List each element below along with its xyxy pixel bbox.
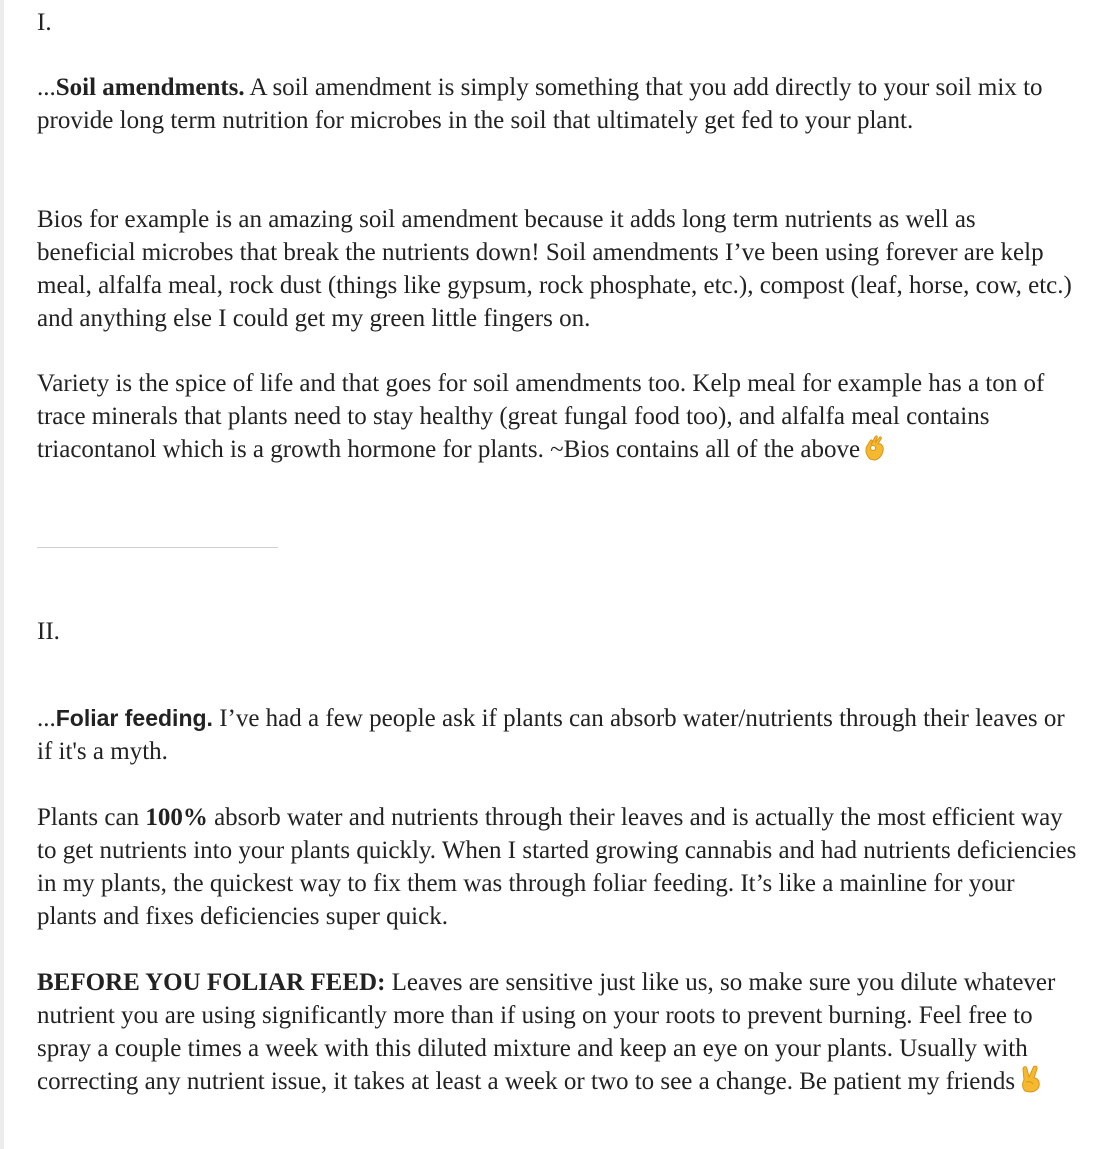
ok-hand-icon <box>864 433 886 470</box>
variety-text: Variety is the spice of life and that goes for soil amendments too. Kelp meal for example has a ton of trace minerals that plants need to stay healthy (great fungal food too), and alfalfa meal contains triacontanol which is a growth hormone for plants. ~Bios contains all of the above <box>37 370 1045 463</box>
foliar-feeding-paragraph <box>37 702 1077 768</box>
left-border <box>0 0 4 1149</box>
victory-hand-icon <box>1019 1065 1043 1102</box>
section-divider <box>37 547 278 548</box>
before-foliar-text: Leaves are sensitive just like us, so make sure you dilute whatever nutrient you are using significantly more than if using on your roots to prevent burning. Feel free to spray a couple times a week with this diluted mixture and keep an eye on your plants. Usually with correcting any nutrient issue, it takes at least a week or two to see a change. Be patient my friends <box>37 969 1056 1095</box>
variety-paragraph <box>37 367 1077 470</box>
ellipsis: ... <box>37 705 56 732</box>
section-1-numeral: I. <box>37 9 52 36</box>
bios-paragraph: Bios for example is an amazing soil amendment because it adds long term nutrients as well as beneficial microbes that break the nutrients down! Soil amendments I’ve been using forever are kelp meal, alfalfa meal, rock dust (things like gypsum, rock phosphate, etc.), compost (leaf, horse, cow, etc.) and anything else I could get my green little fingers on. <box>37 206 1072 332</box>
before-foliar-heading: BEFORE YOU FOLIAR FEED: <box>37 969 386 996</box>
soil-amendments-heading: Soil amendments. <box>55 74 245 101</box>
soil-amendments-paragraph <box>37 71 1077 137</box>
absorb-text-end: absorb water and nutrients through their leaves and is actually the most efficient way to get nutrients into your plants quickly. When I started growing cannabis and had nutrients deficiencies in my plants, the quickest way to fix them was through foliar feeding. It’s like a mainline for your plants and fixes deficiencies super quick. <box>37 804 1077 930</box>
before-foliar-paragraph <box>37 966 1077 1102</box>
absorb-text-start: Plants can <box>37 804 146 831</box>
soil-amendments-text: A soil amendment is simply something that you add directly to your soil mix to provide long term nutrition for microbes in the soil that ultimately get fed to your plant. <box>37 74 1043 134</box>
foliar-feeding-text: I’ve had a few people ask if plants can absorb water/nutrients through their leaves or if it's a myth. <box>37 705 1065 765</box>
section-2-numeral: II. <box>37 618 60 645</box>
absorb-paragraph <box>37 801 1077 933</box>
ellipsis: ... <box>37 74 56 101</box>
hundred-percent: 100% <box>145 804 208 831</box>
foliar-feeding-heading: Foliar feeding. <box>55 705 213 731</box>
